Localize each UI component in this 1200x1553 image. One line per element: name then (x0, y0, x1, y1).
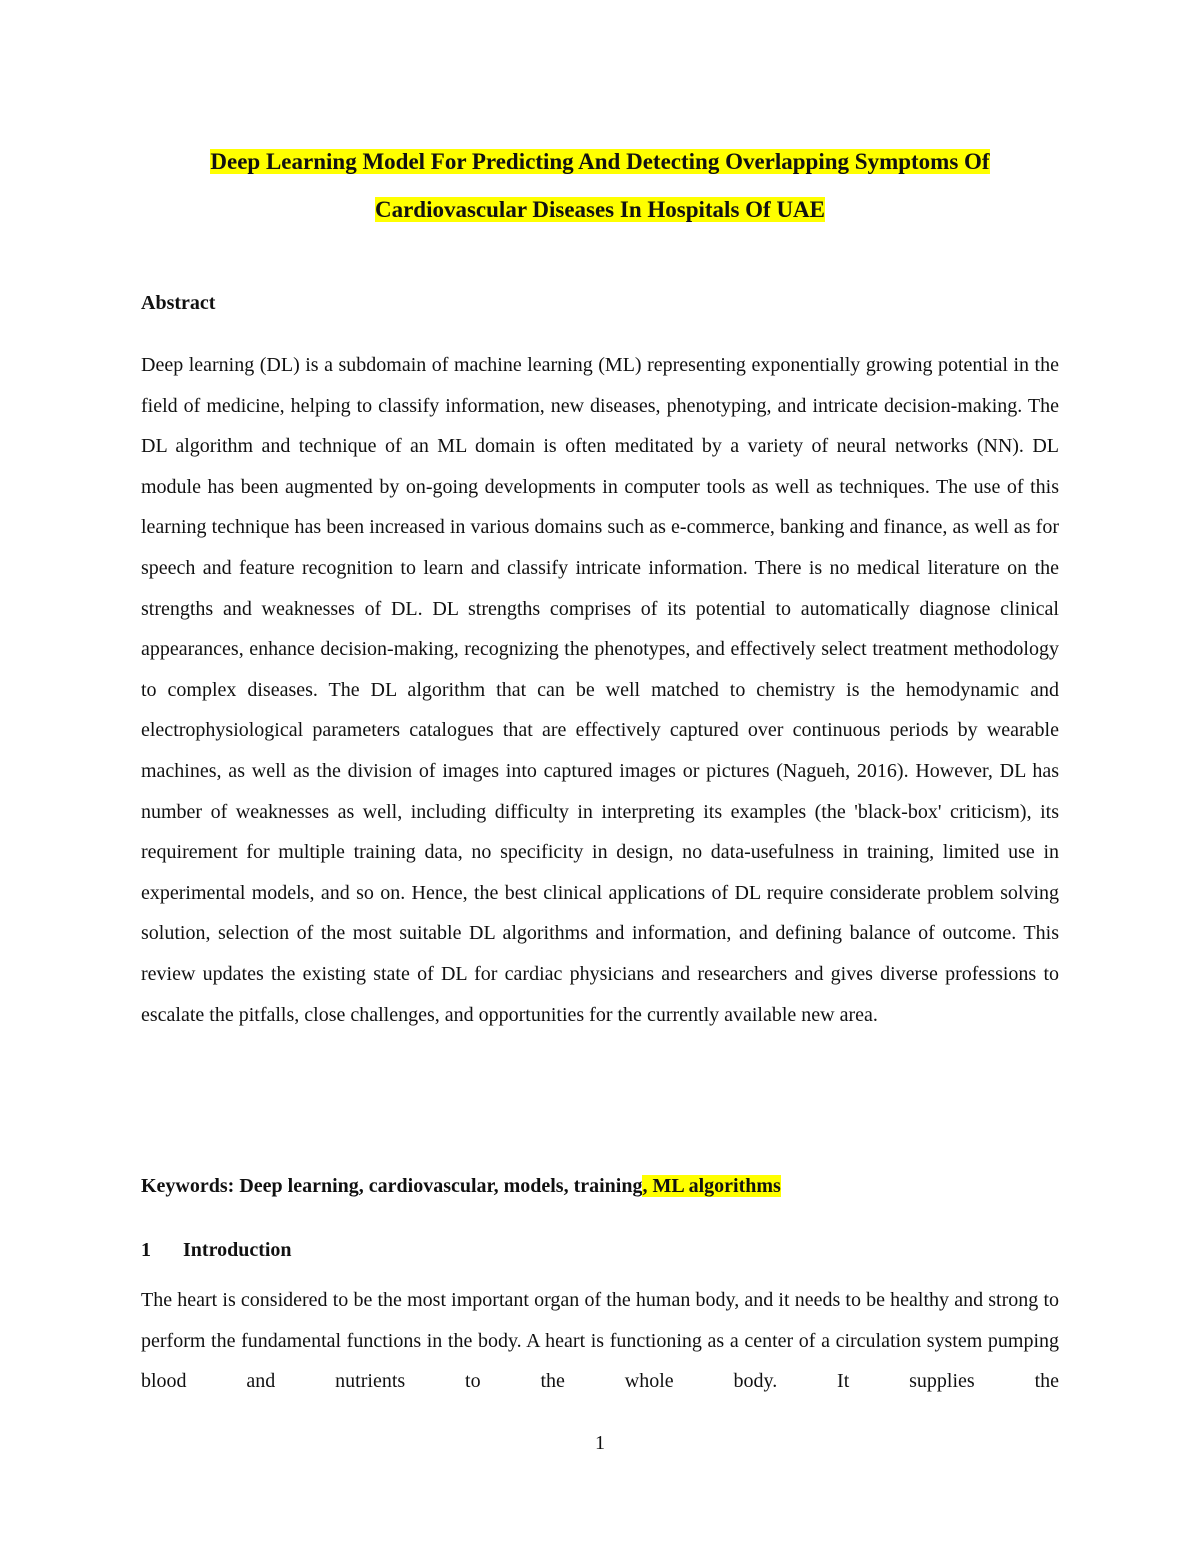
introduction-heading (141, 1239, 292, 1262)
title-line-1: Deep Learning Model For Predicting And Detecting Overlapping Symptoms Of (210, 149, 990, 174)
abstract-heading: Abstract (141, 292, 216, 314)
title-line-2: Cardiovascular Diseases In Hospitals Of UAE (374, 197, 826, 222)
abstract-paragraph: Deep learning (DL) is a subdomain of machine learning (ML) representing exponentially growing potential in the field of medicine, helping to classify information, new diseases, phenotyping, and intricate decision-making. The DL algorithm and technique of an ML domain is often meditated by a variety of neural networks (NN). DL module has been augmented by on-going developments in computer tools as well as techniques. The use of this learning technique has been increased in various domains such as e-commerce, banking and finance, as well as for speech and feature recognition to learn and classify intricate information. There is no medical literature on the strengths and weaknesses of DL. DL strengths comprises of its potential to automatically diagnose clinical appearances, enhance decision-making, recognizing the phenotypes, and effectively select treatment methodology to complex diseases. The DL algorithm that can be well matched to chemistry is the hemodynamic and electrophysiological parameters catalogues that are effectively captured over continuous periods by wearable machines, as well as the division of images into captured images or pictures (Nagueh, 2016). However, DL has number of weaknesses as well, including difficulty in interpreting its examples (the 'black-box' criticism), its requirement for multiple training data, no specificity in design, no data-usefulness in training, limited use in experimental models, and so on. Hence, the best clinical applications of DL require considerate problem solving solution, selection of the most suitable DL algorithms and information, and defining balance of outcome. This review updates the existing state of DL for cardiac physicians and researchers and gives diverse professions to escalate the pitfalls, close challenges, and opportunities for the currently available new area. (141, 354, 1059, 1026)
introduction-paragraph: The heart is considered to be the most important organ of the human body, and it needs to be healthy and strong to perform the fundamental functions in the body. A heart is functioning as a center of a circulation system pumping blood and nutrients to the whole body. It supplies the (141, 1289, 1059, 1393)
abstract-section (141, 345, 1059, 1035)
introduction-section (141, 1280, 1059, 1402)
keywords-line (141, 1175, 781, 1198)
keywords-text: Keywords: Deep learning, cardiovascular, models, training (141, 1175, 643, 1197)
page-number: 1 (595, 1432, 605, 1454)
section-number: 1 (141, 1239, 151, 1261)
keywords-highlighted-text: , ML algorithms (642, 1175, 781, 1197)
section-title: Introduction (183, 1239, 292, 1261)
document-title (100, 138, 1100, 234)
